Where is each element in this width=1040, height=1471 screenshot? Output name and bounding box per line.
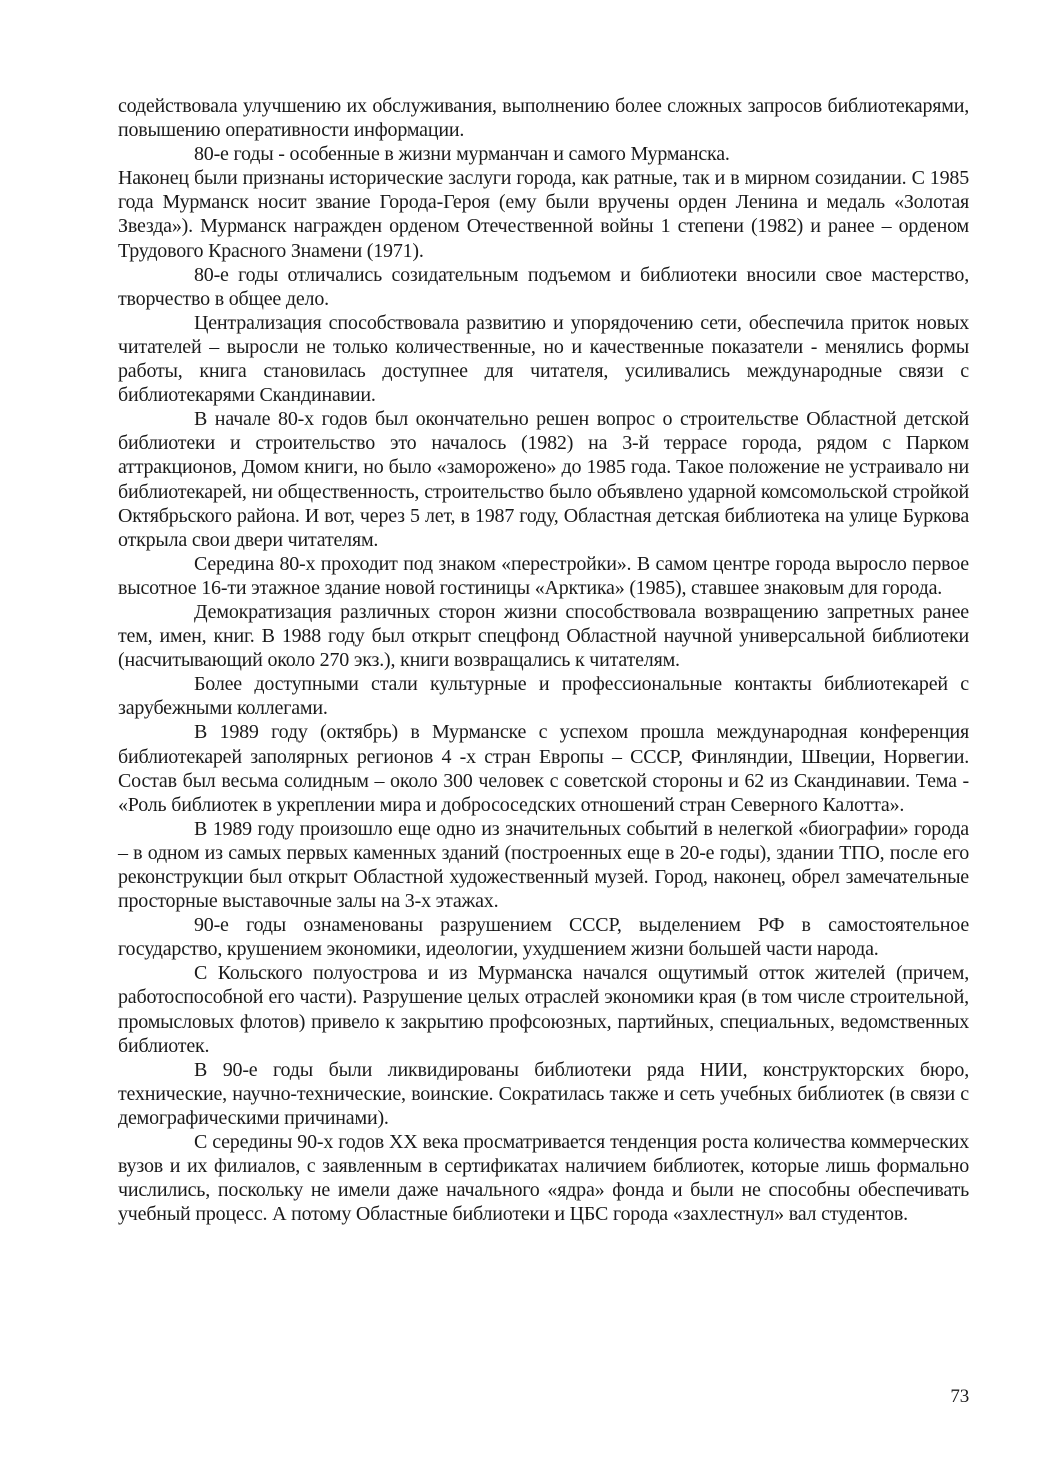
- paragraph: Более доступными стали культурные и профессиональные контакты библиотекарей с зарубежными коллегами.: [118, 673, 969, 720]
- paragraph: В 1989 году произошло еще одно из значительных событий в нелегкой «биографии» города – в одном из самых первых каменных зданий (построенных еще в 20-е годы), здании ТПО, после его реконструкции был открыт Областной художественный музей. Город, наконец, обрел замечательные просторные выставочные залы на 3-х этажах.: [118, 817, 969, 913]
- paragraph: 80-е годы отличались созидательным подъемом и библиотеки вносили свое мастерство, творчество в общее дело.: [118, 263, 969, 310]
- paragraph: С Кольского полуострова и из Мурманска начался ощутимый отток жителей (причем, работоспособной его части). Разрушение целых отраслей экономики края (в том числе строительной, промысловых флотов) привело к закрытию профсоюзных, партийных, специальных, ведомственных библиотек.: [118, 962, 969, 1057]
- page-number: 73: [950, 1386, 969, 1407]
- paragraph: содействовала улучшению их обслуживания, выполнению более сложных запросов библиотекарями, повышению оперативности информации.: [118, 95, 969, 142]
- paragraph: 90-е годы ознаменованы разрушением СССР, выделением РФ в самостоятельное государство, крушением экономики, идеологии, ухудшением жизни большей части народа.: [118, 914, 969, 961]
- paragraph: В начале 80-х годов был окончательно решен вопрос о строительстве Областной детской библиотеки и строительство это началось (1982) на 3-й террасе города, рядом с Парком аттракционов, Домом книги, но было «заморожено» до 1985 года. Такое положение не устраивало ни библиотекарей, ни общественность, строительство было объявлено ударной комсомольской стройкой Октябрьского района. И вот, через 5 лет, в 1987 году, Областная детская библиотека на улице Буркова открыла свои двери читателям.: [118, 408, 969, 551]
- paragraph: Середина 80-х проходит под знаком «перестройки». В самом центре города выросло первое высотное 16-ти этажное здание новой гостиницы «Арктика» (1985), ставшее знаковым для города.: [118, 552, 969, 599]
- paragraph: 80-е годы - особенные в жизни мурманчан и самого Мурманска.: [194, 143, 730, 166]
- paragraph: В 90-е годы были ликвидированы библиотеки ряда НИИ, конструкторских бюро, технические, научно-технические, воинские. Сократилась также и сеть учебных библиотек (в связи с демографическими причинами).: [118, 1058, 969, 1129]
- paragraph: С середины 90-х годов ХХ века просматривается тенденция роста количества коммерческих вузов и их филиалов, с заявленным в сертификатах наличием библиотек, которые лишь формально числились, поскольку не имели даже начального «ядра» фонда и были не способны обеспечивать учебный процесс. А потому Областные библиотеки и ЦБС города «захлестнул» вал студентов.: [118, 1131, 969, 1226]
- paragraph: Наконец были признаны исторические заслуги города, как ратные, так и в мирном созидании. С 1985 года Мурманск носит звание Города-Героя (ему были вручены орден Ленина и медаль «Золотая Звезда»). Мурманск награжден орденом Отечественной войны 1 степени (1982) и ранее – орденом Трудового Красного Знамени (1971).: [118, 167, 969, 262]
- paragraph: В 1989 году (октябрь) в Мурманске с успехом прошла международная конференция библиотекарей заполярных регионов 4 -х стран Европы – СССР, Финляндии, Швеции, Норвегии. Состав был весьма солидным – около 300 человек с советской стороны и 62 из Скандинавии. Тема - «Роль библиотек в укреплении мира и добрососедских отношений стран Северного Калотта».: [118, 721, 969, 816]
- paragraph: Демократизация различных сторон жизни способствовала возвращению запретных ранее тем, имен, книг. В 1988 году был открыт спецфонд Областной научной универсальной библиотеки (насчитывающий около 270 экз.), книги возвращались к читателям.: [118, 600, 969, 672]
- page-text: [118, 94, 969, 1226]
- paragraph: Централизация способствовала развитию и упорядочению сети, обеспечила приток новых читателей – выросли не только количественные, но и качественные показатели - менялись формы работы, книга становилась доступнее для читателя, усиливались международные связи с библиотекарями Скандинавии.: [118, 311, 969, 407]
